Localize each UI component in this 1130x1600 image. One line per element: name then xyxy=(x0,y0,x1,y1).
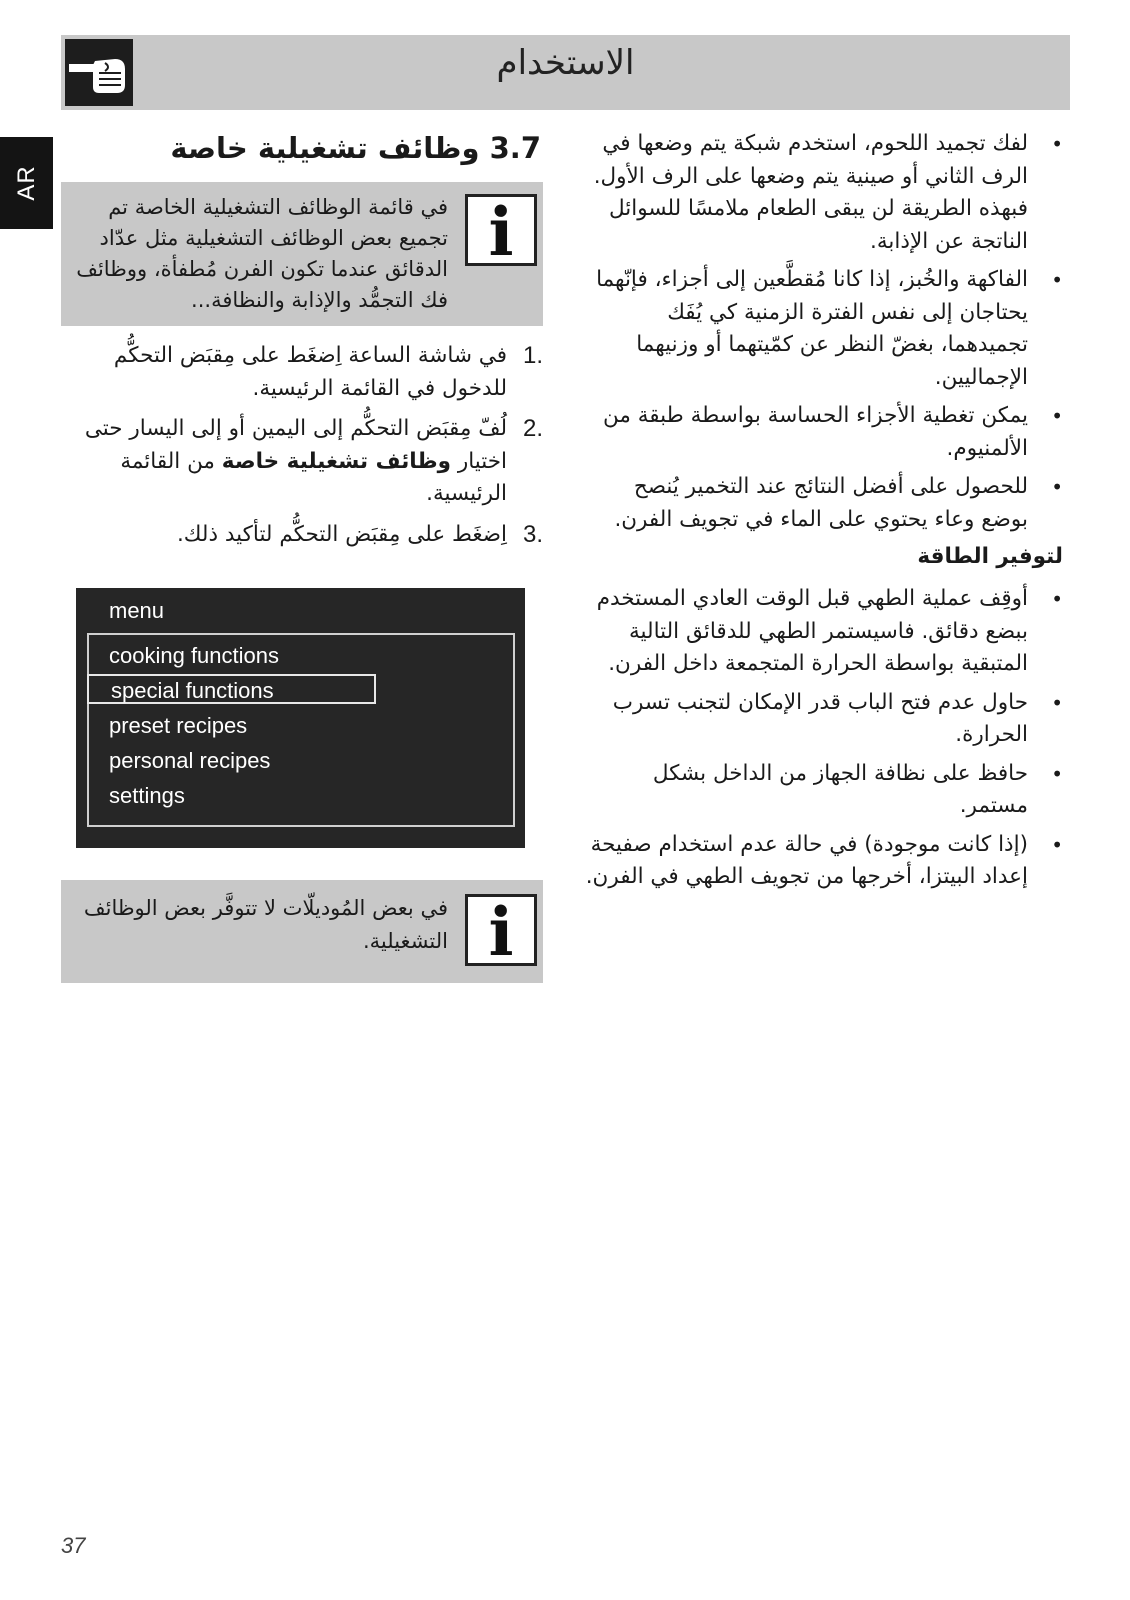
energy-saving-heading: لتوفير الطاقة xyxy=(917,544,1063,569)
step-number: 3. xyxy=(522,520,543,548)
menu-item-personal-recipes: personal recipes xyxy=(109,748,271,773)
list-item: • (إذا كانت موجودة) في حالة عدم استخدام صفيحة إعداد البيتزا، أخرجها من تجويف الطهي في الفرن. xyxy=(585,829,1063,894)
defrost-tips-list xyxy=(585,128,1063,536)
step-number: 2. xyxy=(522,415,543,442)
info-text: في بعض المُوديلّات لا تتوفَّر بعض الوظائف التشغيلية. xyxy=(83,896,448,953)
section-title: 3.7 وظائف تشغيلية خاصة xyxy=(170,131,541,165)
step-item: 1. في شاشة الساعة اِضغَط على مِقبَض التحكُّم للدخول في القائمة الرئيسية. xyxy=(113,342,543,401)
menu-item-cooking-functions: cooking functions xyxy=(109,643,279,668)
list-item: • حاول عدم فتح الباب قدر الإمكان لتجنب تسرب الحرارة. xyxy=(585,687,1063,752)
list-item: • للحصول على أفضل النتائج عند التخمير يُنصح بوضع وعاء يحتوي على الماء في تجويف الفرن. xyxy=(585,471,1063,536)
bullet-icon: • xyxy=(1051,404,1063,428)
list-item: • أوقِف عملية الطهي قبل الوقت العادي المستخدم ببضع دقائق. فاسيستمر الطهي للدقائق التالية المتبقية بواسطة الحرارة المتجمعة داخل الفرن. xyxy=(585,583,1063,681)
steps-list xyxy=(61,340,543,551)
page-title: الاستخدام xyxy=(496,43,635,83)
oven-display-screen xyxy=(76,588,525,848)
bullet-icon: • xyxy=(1051,587,1063,611)
info-icon: i xyxy=(465,894,537,966)
menu-item-settings: settings xyxy=(109,783,185,808)
header-bar xyxy=(61,35,1070,110)
menu-item-special-functions: special functions xyxy=(87,674,376,704)
menu-item-preset-recipes: preset recipes xyxy=(109,713,248,738)
bullet-icon: • xyxy=(1051,132,1063,156)
bold-menu-name: وظائف تشغيلية خاصة xyxy=(221,448,451,474)
list-item: • حافظ على نظافة الجهاز من الداخل بشكل مستمر. xyxy=(585,758,1063,823)
list-item: • الفاكهة والخُبز، إذا كانا مُقطَّعين إلى أجزاء، فإنّهما يحتاجان إلى نفس الفترة الزمنية كي يُفَك تجميدهما، بغضّ النظر عن كمّيتهما أو وزنيهما الإجماليين. xyxy=(585,264,1063,394)
info-box xyxy=(61,182,543,326)
screen-title: menu xyxy=(109,598,165,623)
info-box-models xyxy=(61,880,543,983)
info-icon: i xyxy=(465,194,537,266)
page-number: 37 xyxy=(61,1533,86,1558)
bullet-icon: • xyxy=(1051,475,1063,499)
energy-tips-list xyxy=(585,583,1063,894)
info-text: في قائمة الوظائف التشغيلية الخاصة تم تجميع بعض الوظائف التشغيلية مثل عدّاد الدقائق عندما تكون الفرن مُطفأة، ووظائف فك التجمُّد والإذابة والنظافة... xyxy=(76,195,448,312)
bullet-icon: • xyxy=(1051,690,1063,715)
right-column xyxy=(585,128,1063,900)
step-item: 2. لُفّ مِقبَض التحكُّم إلى اليمين أو إلى اليسار حتى اختيار وظائف تشغيلية خاصة من القائمة الرئيسية. xyxy=(84,415,543,506)
language-label: AR xyxy=(12,165,40,201)
bullet-icon: • xyxy=(1051,268,1063,292)
bullet-icon: • xyxy=(1051,832,1063,857)
left-column xyxy=(61,128,543,559)
language-tab xyxy=(0,137,53,229)
step-item: 3. اِضغَط على مِقبَض التحكُّم لتأكيد ذلك. xyxy=(61,519,543,552)
list-item: • يمكن تغطية الأجزاء الحساسة بواسطة طبقة من الألمنيوم. xyxy=(585,400,1063,465)
bullet-icon: • xyxy=(1051,761,1063,786)
list-item: • لفك تجميد اللحوم، استخدم شبكة يتم وضعها في الرف الثاني أو صينية يتم وضعها على الرف الأول. فبهذه الطريقة لن يبقى الطعام ملامسًا للسوائل الناتجة عن الإذابة. xyxy=(585,128,1063,258)
step-number: 1. xyxy=(522,342,543,369)
